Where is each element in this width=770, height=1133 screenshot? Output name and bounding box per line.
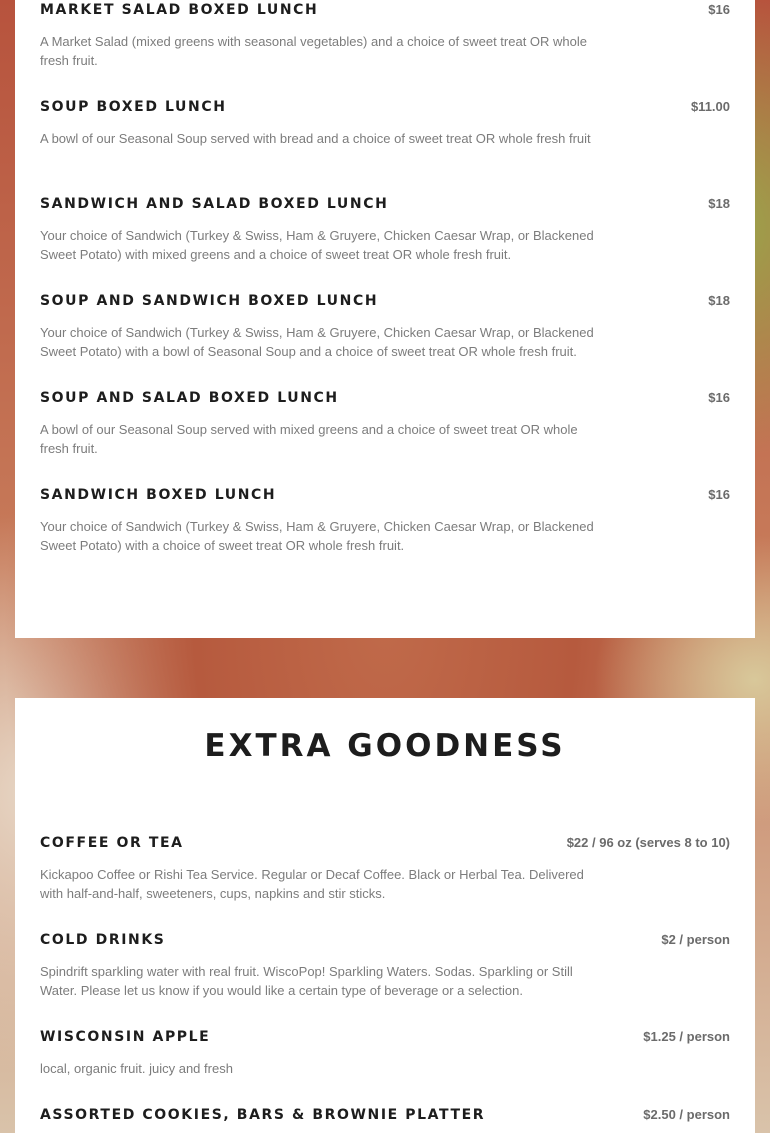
menu-item-name: SOUP AND SALAD BOXED LUNCH — [40, 390, 339, 406]
menu-item-price: $1.25 / person — [643, 1029, 730, 1044]
menu-item-price: $2 / person — [661, 932, 730, 947]
menu-item-description: Kickapoo Coffee or Rishi Tea Service. Regular or Decaf Coffee. Black or Herbal Tea. Delivered with half-and-half, sweeteners, cups, napkins and stir sticks. — [40, 867, 584, 901]
boxed-lunch-card — [15, 0, 755, 638]
extra-goodness-card — [15, 698, 755, 1133]
menu-item-name: COFFEE OR TEA — [40, 835, 184, 851]
menu-item-description: A bowl of our Seasonal Soup served with bread and a choice of sweet treat OR whole fresh fruit — [40, 131, 591, 146]
section-title: EXTRA GOODNESS — [204, 728, 566, 764]
menu-item-price: $16 — [708, 487, 730, 502]
menu-item-price: $16 — [708, 2, 730, 17]
menu-item-name: ASSORTED COOKIES, BARS & BROWNIE PLATTER — [40, 1107, 486, 1123]
menu-item-price: $18 — [708, 196, 730, 211]
menu-item-price: $18 — [708, 293, 730, 308]
menu-item-description: A bowl of our Seasonal Soup served with mixed greens and a choice of sweet treat OR whole fresh fruit. — [40, 422, 578, 456]
menu-item-description: local, organic fruit. juicy and fresh — [40, 1061, 233, 1076]
menu-item-price: $16 — [708, 390, 730, 405]
menu-item-description: Your choice of Sandwich (Turkey & Swiss, Ham & Gruyere, Chicken Caesar Wrap, or Blackened Sweet Potato) with mixed greens and a choice of sweet treat OR whole fresh fruit. — [40, 228, 594, 262]
menu-item-description: Your choice of Sandwich (Turkey & Swiss, Ham & Gruyere, Chicken Caesar Wrap, or Blackened Sweet Potato) with a bowl of Seasonal Soup and a choice of sweet treat OR whole fresh fruit. — [40, 325, 594, 359]
menu-item-name: SANDWICH AND SALAD BOXED LUNCH — [40, 196, 389, 212]
menu-item-price: $22 / 96 oz (serves 8 to 10) — [566, 835, 730, 850]
menu-item-name: COLD DRINKS — [40, 932, 166, 948]
menu-item-name: MARKET SALAD BOXED LUNCH — [40, 2, 319, 18]
menu-item-name: SOUP AND SANDWICH BOXED LUNCH — [40, 293, 379, 309]
menu-item-name: WISCONSIN APPLE — [40, 1029, 211, 1045]
menu-item-price: $2.50 / person — [643, 1107, 730, 1122]
menu-item-description: Your choice of Sandwich (Turkey & Swiss, Ham & Gruyere, Chicken Caesar Wrap, or Blackened Sweet Potato) with a choice of sweet treat OR whole fresh fruit. — [40, 519, 594, 553]
menu-item-name: SOUP BOXED LUNCH — [40, 99, 227, 115]
menu-item-price: $11.00 — [690, 99, 730, 114]
menu-item-description: Spindrift sparkling water with real fruit. WiscoPop! Sparkling Waters. Sodas. Sparkling or Still Water. Please let us know if you would like a certain type of beverage or a selection. — [40, 964, 573, 998]
menu-item-description: A Market Salad (mixed greens with seasonal vegetables) and a choice of sweet treat OR whole fresh fruit. — [40, 34, 588, 68]
menu-item-name: SANDWICH BOXED LUNCH — [40, 487, 277, 503]
